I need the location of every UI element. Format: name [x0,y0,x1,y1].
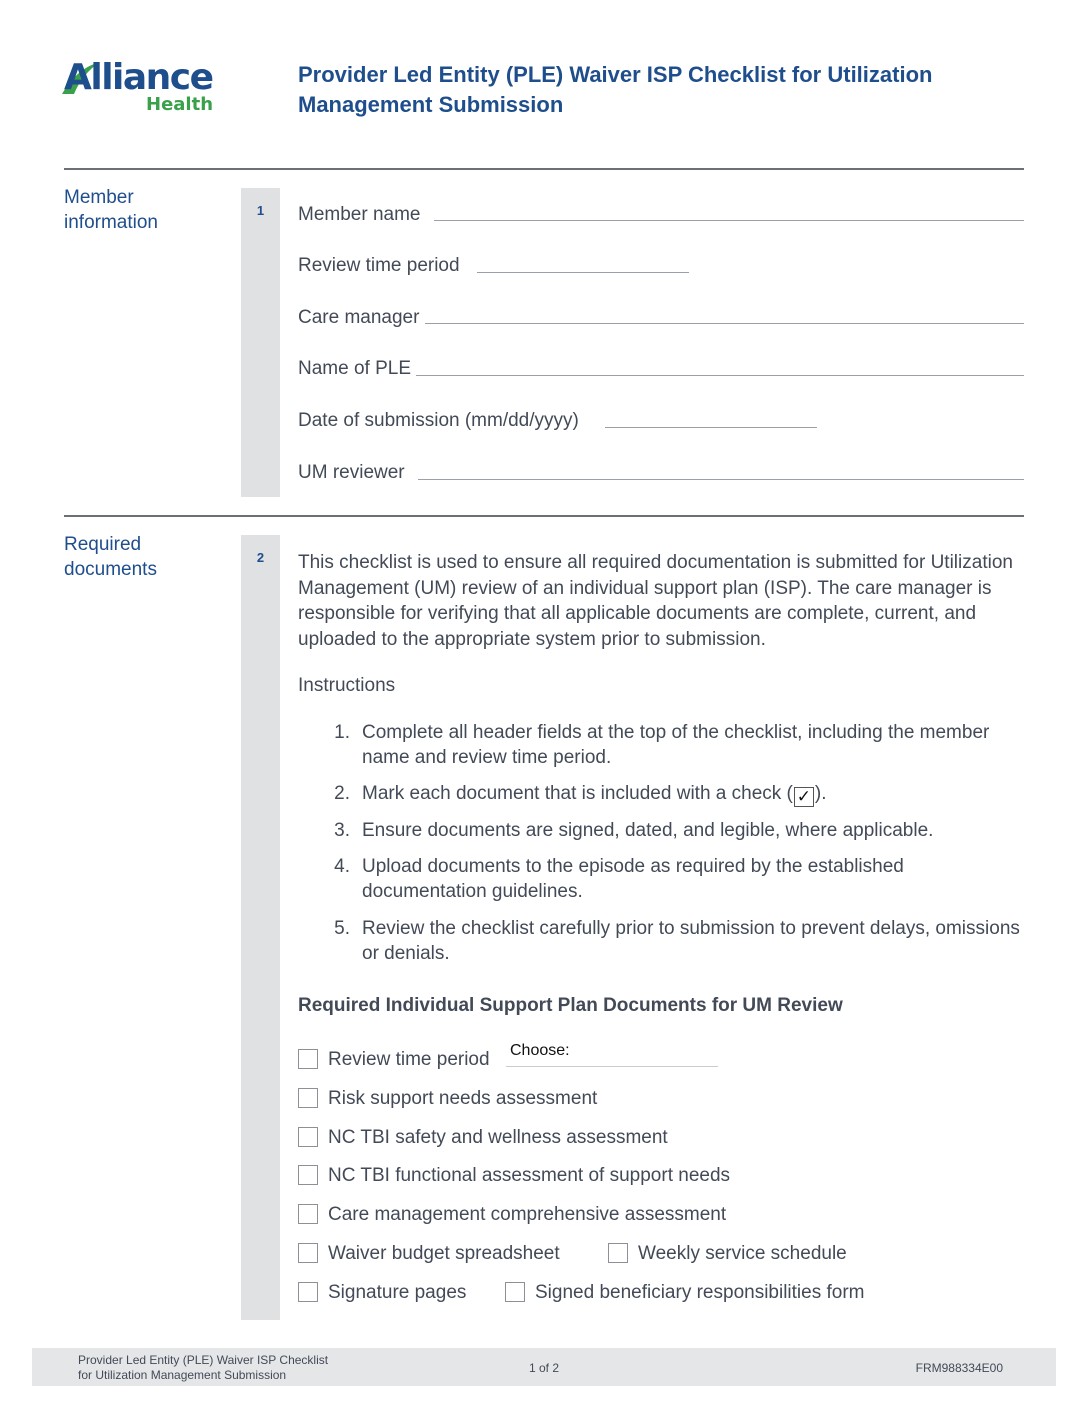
checkbox-label: Risk support needs assessment [328,1088,598,1109]
page-title: Provider Led Entity (PLE) Waiver ISP Checklist for Utilization Management Submission [298,62,933,117]
section-divider [64,168,1024,170]
section-label-required-documents: Required documents [64,534,157,580]
checkbox-review-time-period[interactable] [298,1049,318,1069]
step-text [362,782,1022,807]
date-of-submission-input[interactable] [605,427,817,428]
step-number: 3. [334,820,350,841]
checkbox-nc-tbi-safety[interactable] [298,1127,318,1147]
section-bar [241,535,280,1320]
step-text-after: ). [814,783,827,804]
member-name-input[interactable] [434,220,1024,221]
checkbox-label: NC TBI safety and wellness assessment [328,1127,668,1148]
footer-page-number: 1 of 2 [528,1361,560,1375]
footer-doc-title-line: for Utilization Management Submission [78,1368,287,1382]
step-text: Ensure documents are signed, dated, and legible, where applicable. [362,820,934,841]
checkbox-label: Weekly service schedule [638,1243,847,1264]
section-number: 2 [256,550,265,565]
select-underline [506,1066,718,1067]
instructions-heading: Instructions [298,675,396,696]
checkbox-label: Waiver budget spreadsheet [328,1243,560,1264]
field-label-care-manager: Care manager [298,307,420,328]
field-label-review-time-period: Review time period [298,255,460,276]
step-number: 2. [334,783,350,804]
care-manager-input[interactable] [425,323,1024,324]
checkbox-waiver-budget[interactable] [298,1243,318,1263]
checkbox-label: Review time period [328,1049,490,1070]
step-text: Complete all header fields at the top of the checklist, including the member name and review time period. [362,722,990,768]
logo-wordmark: Alliance [64,57,213,98]
checkbox-label: Signed beneficiary responsibilities form [535,1282,865,1303]
field-label-date-of-submission: Date of submission (mm/dd/yyyy) [298,410,579,431]
footer-doc-title [78,1353,328,1383]
step-text: Review the checklist carefully prior to submission to prevent delays, omissions or denials. [362,918,1020,964]
checkbox-label: Care management comprehensive assessment [328,1204,727,1225]
footer-form-id: FRM988334E00 [915,1361,1003,1375]
field-label-um-reviewer: UM reviewer [298,462,405,483]
check-example-icon: ✓ [794,787,814,807]
checkbox-care-management-assessment[interactable] [298,1204,318,1224]
section-number: 1 [256,203,265,218]
checkbox-label: Signature pages [328,1282,467,1303]
step-number: 4. [334,856,350,877]
logo-subtext: Health [146,94,214,115]
intro-paragraph: This checklist is used to ensure all required documentation is submitted for Utilization Management (UM) review of an individual support plan (ISP). The care manager is responsible for verifying that all applicable documents are complete, current, and uploaded to the appropriate system prior to submission. [298,552,1013,650]
checkbox-weekly-schedule[interactable] [608,1243,628,1263]
footer-doc-title-line: Provider Led Entity (PLE) Waiver ISP Checklist [78,1353,329,1367]
field-label-member-name: Member name [298,204,421,225]
checkbox-label: NC TBI functional assessment of support needs [328,1165,731,1186]
step-text: Upload documents to the episode as required by the established documentation guidelines. [362,856,904,902]
field-label-ple-name: Name of PLE [298,358,411,379]
checkbox-beneficiary-form[interactable] [505,1282,525,1302]
checkbox-risk-support-needs[interactable] [298,1088,318,1108]
step-text-before: Mark each document that is included with a check ( [362,783,793,804]
ple-name-input[interactable] [416,375,1024,376]
step-number: 1. [334,722,350,743]
section-divider [64,515,1024,517]
documents-heading: Required Individual Support Plan Documents for UM Review [298,995,843,1016]
section-bar [241,188,280,497]
review-period-select[interactable]: Choose: [510,1042,570,1059]
step-number: 5. [334,918,350,939]
section-label-member-information: Member information [64,187,158,233]
review-time-period-input[interactable] [477,272,689,273]
checkbox-nc-tbi-functional[interactable] [298,1165,318,1185]
um-reviewer-input[interactable] [418,479,1024,480]
checkbox-signature-pages[interactable] [298,1282,318,1302]
